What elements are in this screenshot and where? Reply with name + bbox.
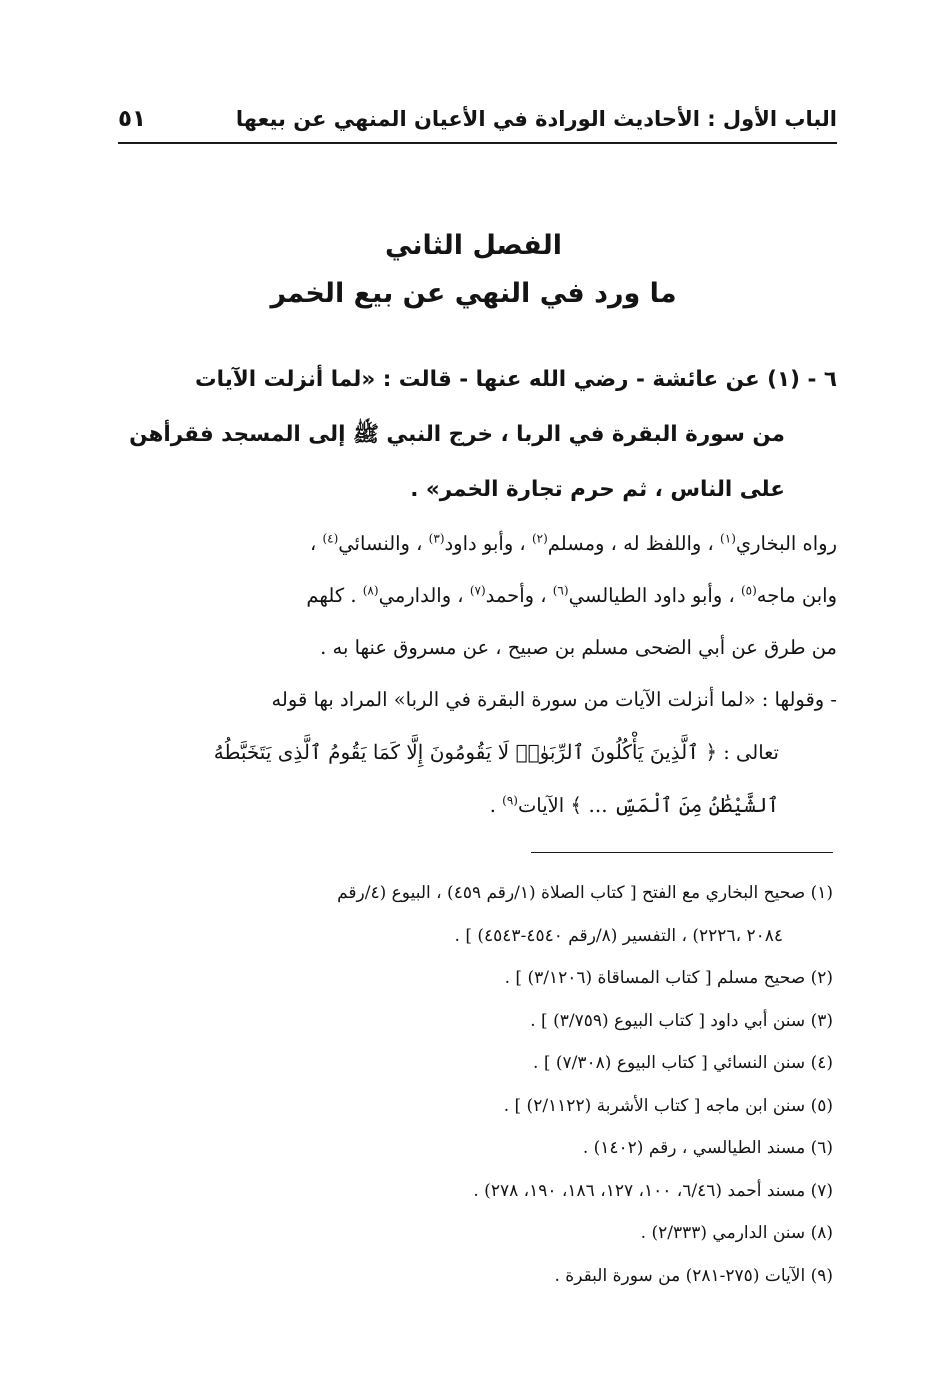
commentary-line bbox=[110, 726, 837, 779]
hadith-line: ٦ - (١) عن عائشة - رضي الله عنها - قالت : «لما أنزلت الآيات bbox=[195, 367, 837, 392]
narration-text: ، وأبو داود bbox=[444, 532, 526, 555]
narration-text: ، وأحمد bbox=[485, 584, 547, 607]
footnote: (١) صحيح البخاري مع الفتح [ كتاب الصلاة (١/رقم ٤٥٩) ، البيوع (٤/رقم bbox=[337, 883, 833, 903]
commentary-text: تعالى : bbox=[723, 741, 779, 764]
hadith-text bbox=[110, 352, 837, 517]
chapter-subtitle: ما ورد في النهي عن بيع الخمر bbox=[270, 278, 677, 309]
quran-verse: ﴿ ٱلَّذِينَ يَأْكُلُونَ ٱلرِّبَوٰا۟ لَا يَقُومُونَ إِلَّا كَمَا يَقُومُ ٱلَّذِى يَتَخَبَّطُهُ bbox=[213, 740, 718, 764]
header-title: الباب الأول : الأحاديث الورادة في الأعيان المنهي عن بيعها bbox=[235, 107, 837, 131]
footnote: (٨) سنن الدارمي (٢/٣٣٣) . bbox=[640, 1223, 833, 1243]
footnote: (٧) مسند أحمد (٦/٤٦، ١٠٠، ١٢٧، ١٨٦، ١٩٠، ٢٧٨) . bbox=[473, 1180, 833, 1201]
commentary-line: - وقولها : «لما أنزلت الآيات من سورة البقرة في الربا» المراد بها قوله bbox=[271, 688, 837, 711]
footnote-ref: (٦) bbox=[552, 583, 569, 598]
footnote-ref: (٩) bbox=[502, 793, 518, 808]
footnote: ٢٠٨٤ ،٢٢٢٦) ، التفسير (٨/رقم ٤٥٤٠-٤٥٤٣) ] . bbox=[454, 925, 783, 946]
commentary-text: . bbox=[489, 794, 496, 817]
quran-verse: ٱلشَّيْطَٰنُ مِنَ ٱلْمَسِّ ... ﴾ bbox=[570, 793, 779, 817]
narration-text: ، bbox=[309, 532, 317, 555]
footnote: (٢) صحيح مسلم [ كتاب المساقاة (٣/١٢٠٦) ] . bbox=[504, 968, 833, 988]
chapter-heading bbox=[110, 222, 837, 318]
footnote-ref: (٤) bbox=[322, 531, 339, 546]
narration-text: ، والدارمي bbox=[378, 584, 464, 607]
narration-line bbox=[110, 518, 837, 570]
footnote-divider bbox=[531, 852, 833, 853]
narration-text: رواه البخاري bbox=[735, 532, 837, 555]
footnotes bbox=[110, 872, 833, 1297]
footnote-ref: (٣) bbox=[428, 531, 445, 546]
footnote-ref: (٨) bbox=[362, 583, 379, 598]
footnote: (٣) سنن أبي داود [ كتاب البيوع (٣/٧٥٩) ] . bbox=[530, 1010, 833, 1031]
hadith-line: على الناس ، ثم حرم تجارة الخمر» . bbox=[410, 477, 785, 502]
hadith-line: من سورة البقرة في الربا ، خرج النبي ﷺ إلى المسجد فقرأهن bbox=[129, 422, 785, 447]
narration-text: . كلهم bbox=[306, 584, 357, 607]
commentary-line bbox=[110, 779, 837, 832]
footnote: (٩) الآيات (٢٧٥-٢٨١) من سورة البقرة . bbox=[554, 1265, 833, 1286]
narration-line: من طرق عن أبي الضحى مسلم بن صبيح ، عن مسروق عنها به . bbox=[320, 636, 837, 659]
narration-text: ، واللفظ له ، ومسلم bbox=[547, 532, 714, 555]
chapter-title: الفصل الثاني bbox=[385, 230, 562, 261]
footnote: (٦) مسند الطيالسي ، رقم (١٤٠٢) . bbox=[582, 1138, 833, 1158]
footnote-ref: (٢) bbox=[531, 531, 548, 546]
footnote-ref: (٥) bbox=[740, 583, 757, 598]
commentary-text: الآيات bbox=[517, 794, 565, 817]
narration-text: وابن ماجه bbox=[756, 584, 837, 607]
page-number: ٥١ bbox=[118, 106, 147, 132]
running-header bbox=[118, 96, 837, 144]
footnote: (٤) سنن النسائي [ كتاب البيوع (٧/٣٠٨) ] . bbox=[533, 1053, 833, 1073]
narration-text: ، والنسائي bbox=[338, 532, 423, 555]
main-body bbox=[110, 518, 837, 832]
footnote-ref: (٧) bbox=[469, 583, 486, 598]
footnote: (٥) سنن ابن ماجه [ كتاب الأشربة (٢/١١٢٢) ] . bbox=[503, 1095, 833, 1116]
narration-text: ، وأبو داود الطيالسي bbox=[568, 584, 735, 607]
narration-line bbox=[110, 570, 837, 622]
footnote-ref: (١) bbox=[720, 531, 736, 546]
